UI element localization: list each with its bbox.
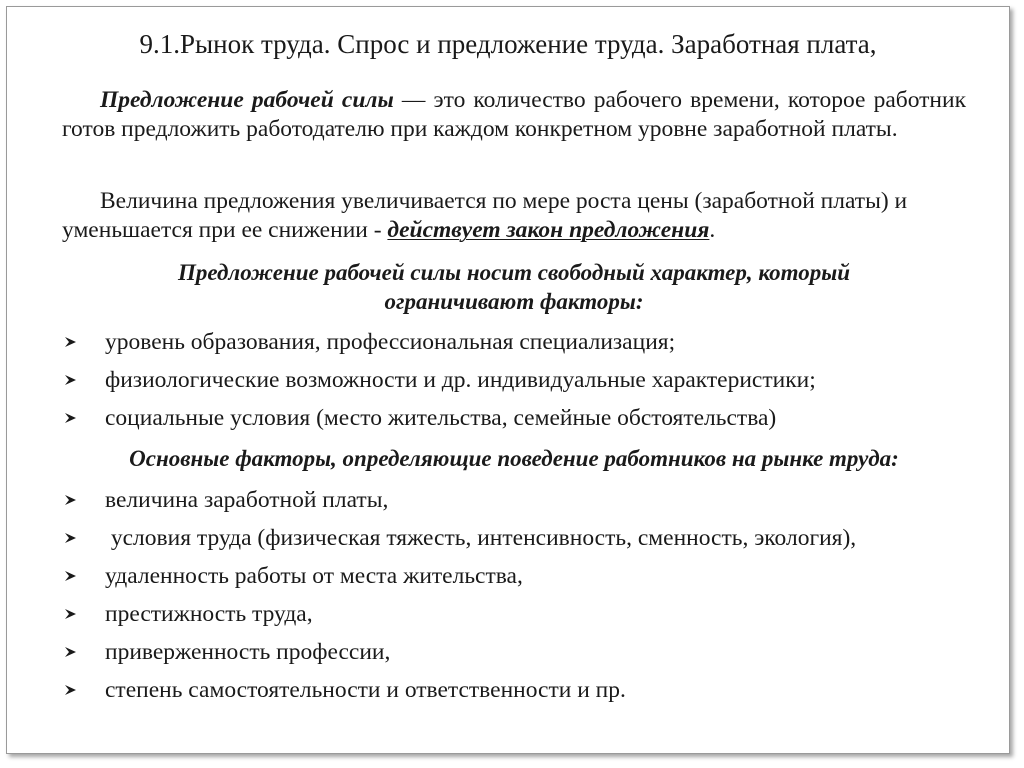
list-item-text: величина заработной платы, <box>105 487 389 513</box>
list-item <box>62 519 992 557</box>
list-item-text: приверженность профессии, <box>105 639 391 665</box>
list-item <box>62 633 992 671</box>
list-item-text: престижность труда, <box>105 601 313 627</box>
slide-frame <box>6 6 1010 754</box>
definition-text: — это количество рабочего времени, которое работник готов предложить работодателю при каждом конкретном уровне заработной платы. <box>62 87 967 142</box>
arrow-bullet-icon <box>64 374 78 386</box>
heading-limiting-factors-line1: Предложение рабочей силы носит свободный характер, который <box>177 260 850 285</box>
list-item <box>62 595 992 633</box>
list-item <box>62 481 992 519</box>
heading-main-factors: Основные факторы, определяющие поведение работников на рынке труда: <box>129 446 899 471</box>
limiting-factors-list <box>62 323 992 437</box>
supply-law-text: Величина предложения увеличивается по мере роста цены (заработной платы) и уменьшается при ее снижении - <box>62 188 908 243</box>
page-title: 9.1.Рынок труда. Спрос и предложение труда. Заработная плата, <box>139 29 877 59</box>
list-item-text: социальные условия (место жительства, семейные обстоятельства) <box>105 405 777 431</box>
paragraph-supply-law <box>62 187 966 245</box>
supply-law-end: . <box>709 217 716 243</box>
list-item <box>62 323 992 361</box>
arrow-bullet-icon <box>64 570 78 582</box>
main-factors-list <box>62 481 992 709</box>
heading-limiting-factors <box>62 258 966 316</box>
list-item-text: удаленность работы от места жительства, <box>105 563 523 589</box>
list-item <box>62 399 992 437</box>
paragraph-labor-supply-definition <box>62 86 966 144</box>
supply-law-emphasis: действует закон предложения <box>387 217 710 243</box>
list-item-text: степень самостоятельности и ответственности и пр. <box>105 677 626 703</box>
list-item <box>62 557 992 595</box>
arrow-bullet-icon <box>64 336 78 348</box>
list-item-text: физиологические возможности и др. индивидуальные характеристики; <box>105 367 816 393</box>
arrow-bullet-icon <box>64 646 78 658</box>
arrow-bullet-icon <box>64 412 78 424</box>
heading-limiting-factors-line2: ограничивают факторы: <box>384 289 644 314</box>
list-item-text: условия труда (физическая тяжесть, интенсивность, сменность, экология), <box>105 525 857 551</box>
arrow-bullet-icon <box>64 494 78 506</box>
list-item <box>62 361 992 399</box>
list-item <box>62 671 992 709</box>
arrow-bullet-icon <box>64 532 78 544</box>
arrow-bullet-icon <box>64 608 78 620</box>
list-item-text: уровень образования, профессиональная специализация; <box>105 329 676 355</box>
term-labor-supply: Предложение рабочей силы <box>100 87 394 113</box>
arrow-bullet-icon <box>64 684 78 696</box>
